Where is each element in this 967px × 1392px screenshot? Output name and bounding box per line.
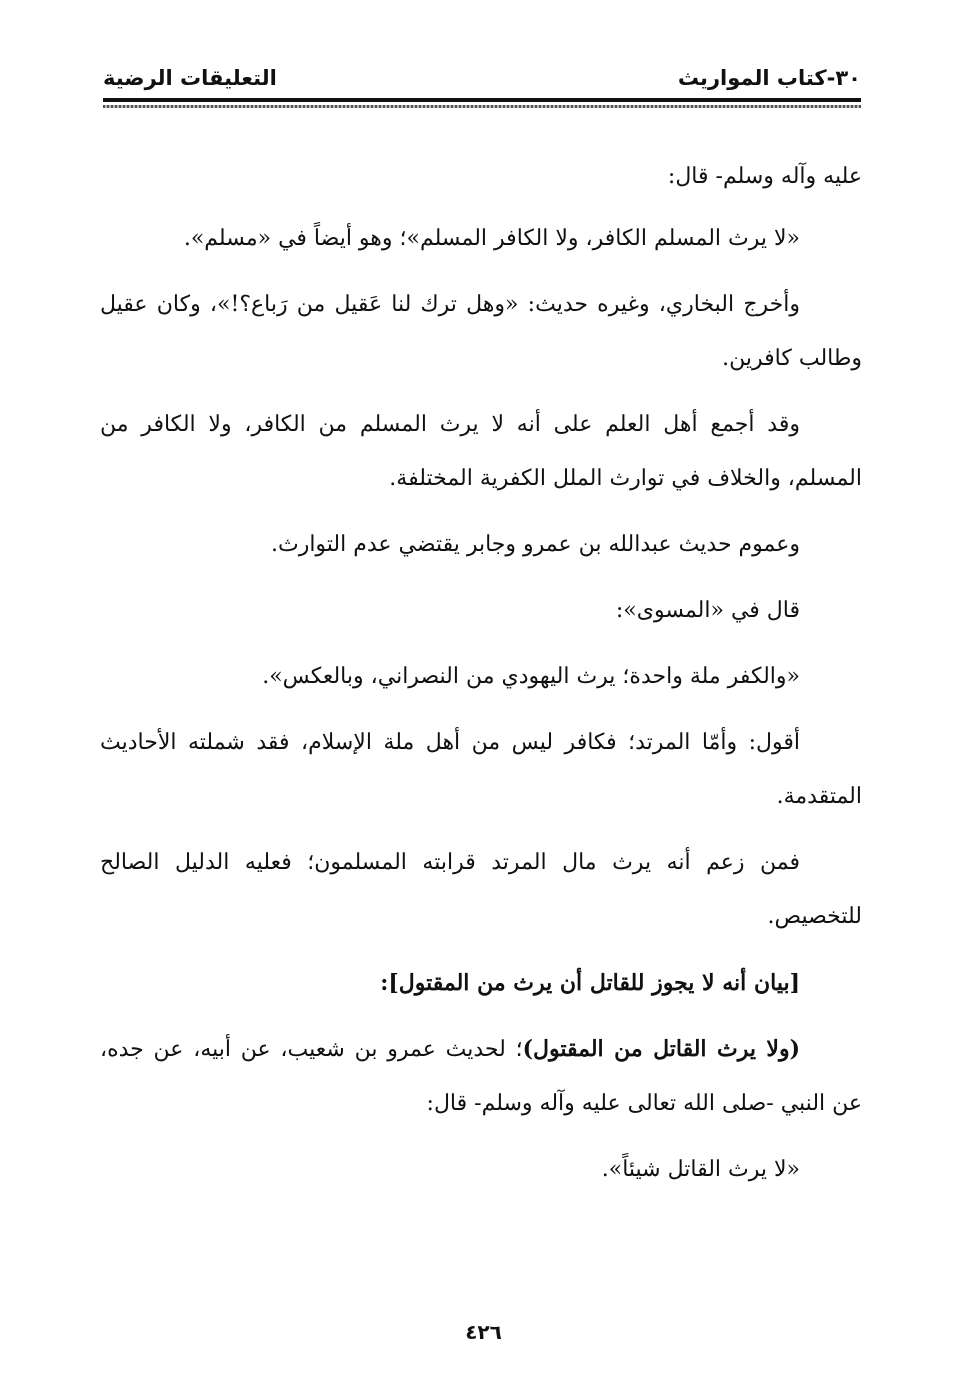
page-header: [103, 60, 861, 120]
hadith-quote: «لا يرث القاتل شيئاً».: [601, 1157, 800, 1182]
commentary-text: ؛ لحديث عمرو بن شعيب، عن أبيه، عن جده، عن النبي -صلى الله تعالى عليه وآله وسلم- قال:: [100, 1037, 862, 1116]
quote: «والكفر ملة واحدة؛ يرث اليهودي من النصراني، وبالعكس».: [262, 664, 800, 689]
paragraph: وعموم حديث عبدالله بن عمرو وجابر يقتضي عدم التوارث.: [270, 532, 800, 557]
book-title: التعليقات الرضية: [103, 66, 277, 90]
paragraph: عليه وآله وسلم- قال:: [667, 164, 862, 189]
paragraph: فمن زعم أنه يرث مال المرتد قرابته المسلمون؛ فعليه الدليل الصالح للتخصيص.: [100, 850, 862, 929]
matn-text: (ولا يرث القاتل من المقتول): [522, 1036, 800, 1062]
page-body: [100, 150, 862, 1209]
header-rule: [103, 98, 861, 102]
paragraph: أقول: وأمّا المرتد؛ فكافر ليس من أهل ملة الإسلام، فقد شملته الأحاديث المتقدمة.: [100, 730, 862, 809]
paragraph: وأخرج البخاري، وغيره حديث: «وهل ترك لنا عَقيل من رَباع؟!»، وكان عقيل وطالب كافرين.: [100, 292, 862, 371]
header-rule-dotted: [103, 105, 861, 108]
paragraph: قال في «المسوى»:: [615, 598, 800, 623]
section-heading: [بيان أنه لا يجوز للقاتل أن يرث من المقتول]:: [380, 970, 800, 996]
hadith-quote: «لا يرث المسلم الكافر، ولا الكافر المسلم»؛ وهو أيضاً في «مسلم».: [183, 226, 800, 251]
page-number: ٤٢٦: [465, 1320, 502, 1344]
matn-paragraph: [100, 1022, 862, 1131]
chapter-title: ٣٠-كتاب المواريث: [677, 66, 861, 90]
paragraph: وقد أجمع أهل العلم على أنه لا يرث المسلم من الكافر، ولا الكافر من المسلم، والخلاف في توارث الملل الكفرية المختلفة.: [100, 412, 862, 491]
